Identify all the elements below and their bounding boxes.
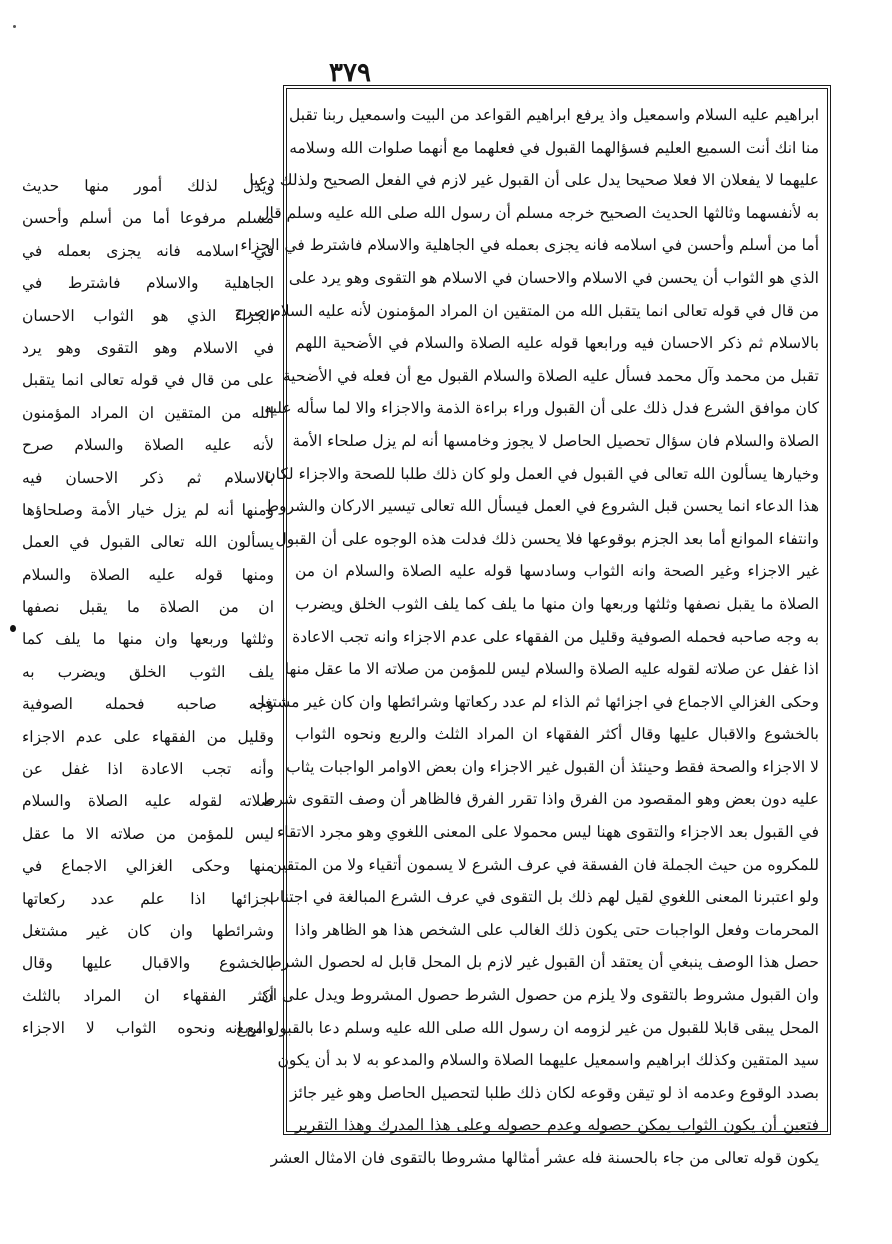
margin-text-line: يلف الثوب الخلق ويضرب به bbox=[22, 662, 274, 681]
margin-text-line: صلاته لقوله عليه الصلاة والسلام bbox=[22, 792, 274, 811]
margin-text-line: الله من المتقين ان المراد المؤمنون bbox=[22, 403, 274, 422]
margin-text-line: والربع ونحوه الثواب لا الاجزاء bbox=[22, 1019, 274, 1038]
main-text-line: سيد المتقين وكذلك ابراهيم واسمعيل عليهما الصلاة والسلام والمدعو به لا بد أن يكون bbox=[277, 1051, 819, 1070]
main-text-line: به لأنفسهما وثالثها الحديث الصحيح خرجه مسلم أن رسول الله صلى الله عليه وسلم قال bbox=[258, 203, 819, 222]
main-text-line: ولو اعتبرنا المعنى اللغوي لقيل لهم ذلك بل التقوى في عرف الشرع المبالغة في اجتناب bbox=[265, 888, 819, 907]
margin-text-line: وثلثها وربعها وان منها ما يلف كما bbox=[22, 630, 274, 649]
main-text-line: اذا غفل عن صلاته لقوله عليه الصلاة والسلام ليس للمؤمن من صلاته الا ما عقل منها bbox=[284, 660, 819, 679]
margin-text-line: بالاسلام ثم ذكر الاحسان فيه bbox=[22, 468, 274, 487]
margin-text-line: وشرائطها وان كان غير مشتغل bbox=[22, 921, 274, 940]
margin-text-line: أكثر الفقهاء ان المراد بالثلث bbox=[22, 986, 274, 1005]
main-text-line: في القبول بعد الاجزاء والتقوى ههنا ليس محمولا على المعنى اللغوي وهو مجرد الاتقاء bbox=[276, 823, 819, 842]
margin-text-line: في الاسلام وهو التقوى وهو يرد bbox=[22, 338, 274, 357]
margin-text-line: بالخشوع والاقبال عليها وقال bbox=[22, 954, 274, 973]
main-text-line: الصلاة والسلام فان سؤال تحصيل الحاصل لا يجوز وخامسها أنه لم يزل صلحاء الأمة bbox=[292, 431, 819, 450]
main-text-line: ابراهيم عليه السلام واسمعيل واذ يرفع ابراهيم القواعد من البيت واسمعيل ربنا تقبل bbox=[288, 106, 819, 124]
main-text-line: عليهما لا يفعلان الا فعلا صحيحا يدل على أن القبول غير لازم في الفعل الصحيح ولذلك دعيا bbox=[249, 171, 819, 190]
main-text-line: تقبل من محمد وآل محمد فسأل عليه الصلاة والسلام القبول مع أن فعله في الأضحية bbox=[282, 366, 819, 385]
main-text-line: الصلاة ما يقبل نصفها وثلثها وربعها وان منها ما يلف كما يلف الثوب الخلق ويضرب bbox=[295, 594, 819, 613]
margin-text-line: اجزائها اذا علم عدد ركعاتها bbox=[22, 889, 274, 908]
margin-text-line: ويدل لذلك أمور منها حديث bbox=[22, 177, 274, 195]
margin-text-line: وأنه تجب الاعادة اذا غفل عن bbox=[22, 760, 274, 779]
main-text-line: يكون قوله تعالى من جاء بالحسنة فله عشر أمثالها مشروطا بالتقوى فان الامثال العشر bbox=[270, 1149, 819, 1167]
main-text-line: عليه دون بعض وهو المقصود من الفرق واذا تقرر الفرق فالظاهر أن وصف التقوى شرط bbox=[261, 790, 819, 809]
main-text-line: به وجه صاحبه فحمله الصوفية وقليل من الفقهاء على عدم الاجزاء وانه تجب الاعادة bbox=[292, 627, 819, 646]
main-text-frame bbox=[224, 85, 831, 1167]
page-number: ٣٧٩ bbox=[329, 58, 371, 88]
main-text-line: وان القبول مشروط بالتقوى ولا يلزم من حصول الشرط حصول المشروط ويدل على ان bbox=[261, 986, 819, 1005]
main-text-line: كان موافق الشرع فدل ذلك على أن القبول وراء براءة الذمة والاجزاء والا لما سأله عليه bbox=[264, 399, 819, 418]
main-text-line: بصدد الوقوع وعدمه اذ لو تيقن وقوعه لكان ذلك طلبا لتحصيل الحاصل وهو غير جائز bbox=[289, 1083, 819, 1102]
margin-text-line: الجاهلية والاسلام فاشترط في bbox=[22, 274, 274, 293]
margin-text-line: يسألون الله تعالى القبول في العمل bbox=[22, 533, 274, 552]
ink-speck bbox=[13, 25, 16, 28]
main-text-line: وحكى الغزالي الاجماع في اجزائها ثم الذاء لم عدد ركعاتها وشرائطها وان كان غير مشتغل bbox=[253, 692, 819, 711]
margin-text-line: مسلم مرفوعا أما من أسلم وأحسن bbox=[22, 209, 274, 228]
main-text-line: أما من أسلم وأحسن في اسلامه فانه يجزى بعمله في الجاهلية والاسلام فاشترط في الجزاء bbox=[240, 236, 819, 255]
margin-text-line: ومنها أنه لم يزل خيار الأمة وصلحاؤها bbox=[22, 500, 274, 519]
main-text-line: المحل يبقى قابلا للقبول من غير لزومه ان رسول الله صلى الله عليه وسلم دعا بالقبول مع انه bbox=[224, 1018, 819, 1037]
main-text-body bbox=[224, 99, 819, 1175]
main-text-line: الذي هو الثواب أن يحسن في الاسلام والاحسان في الاسلام هو التقوى وهو يرد على bbox=[288, 268, 819, 287]
margin-text-line: في اسلامه فانه يجزى بعمله في bbox=[22, 241, 274, 260]
margin-text-line: الجزاء الذي هو الثواب الاحسان bbox=[22, 306, 274, 325]
main-text-line: حصل هذا الوصف ينبغي أن يعتقد أن القبول غير لازم بل المحل قابل له لحصول الشرط bbox=[267, 953, 819, 972]
main-text-line: هذا الدعاء انما يحسن قبل الشروع في العمل فيسأل الله تعالى تيسير الاركان والشروط bbox=[264, 497, 819, 516]
margin-text-line: ليس للمؤمن من صلاته الا ما عقل bbox=[22, 824, 274, 843]
main-text-line: لا الاجزاء والصحة فقط وحينئذ أن القبول غير الاجزاء وان بعض الاوامر الواجبات يثاب bbox=[286, 757, 819, 776]
ink-dot bbox=[10, 625, 16, 632]
margin-text-line: وجه صاحبه فحمله الصوفية bbox=[22, 695, 274, 714]
main-text-line: بالخشوع والاقبال عليها وقال أكثر الفقهاء ان المراد الثلث والربع ونحوه الثواب bbox=[295, 725, 819, 744]
main-text-line: وخيارها يسألون الله تعالى في القبول في العمل ولو كان ذلك طلبا للصحة والاجزاء لكان bbox=[264, 464, 819, 483]
main-text-line: فتعين أن يكون الثواب يمكن حصوله وعدم حصوله وعلى هذا المدرك وهذا التقرير bbox=[295, 1116, 819, 1135]
margin-text-line: وقليل من الفقهاء على عدم الاجزاء bbox=[22, 727, 274, 746]
main-text-line: غير الاجزاء وغير الصحة وانه الثواب وسادسها قوله عليه الصلاة والسلام ان من bbox=[295, 562, 819, 581]
margin-text-line: منها وحكى الغزالي الاجماع في bbox=[22, 857, 274, 876]
main-text-line: منا انك أنت السميع العليم فسؤالهما القبول في فعلهما مع أنهما صلوات الله وسلامه bbox=[289, 138, 819, 157]
margin-text-line: لأنه عليه الصلاة والسلام صرح bbox=[22, 436, 274, 455]
main-text-line: بالاسلام ثم ذكر الاحسان فيه ورابعها قوله عليه الصلاة والسلام في الأضحية اللهم bbox=[295, 334, 819, 353]
margin-text-line: ومنها قوله عليه الصلاة والسلام bbox=[22, 565, 274, 584]
main-text-line: المحرمات وفعل الواجبات حتى يكون ذلك الغالب على الشخص هذا هو الظاهر واذا bbox=[295, 920, 819, 939]
margin-text-line: ان من الصلاة ما يقبل نصفها bbox=[22, 598, 274, 617]
main-text-line: وانتفاء الموانع أما بعد الجزم بوقوعها فلا يحسن ذلك فدلت هذه الوجوه على أن القبول bbox=[275, 529, 819, 548]
margin-text-line: على من قال في قوله تعالى انما يتقبل bbox=[22, 371, 274, 390]
main-text-line: من قال في قوله تعالى انما يتقبل الله من المتقين ان المراد المؤمنون لأنه عليه السلام صرح bbox=[234, 301, 819, 320]
main-text-line: للمكروه من حيث الجملة فان الفسقة في عرف الشرع لا يسمون أتقياء ولا من المتقين bbox=[270, 855, 819, 874]
